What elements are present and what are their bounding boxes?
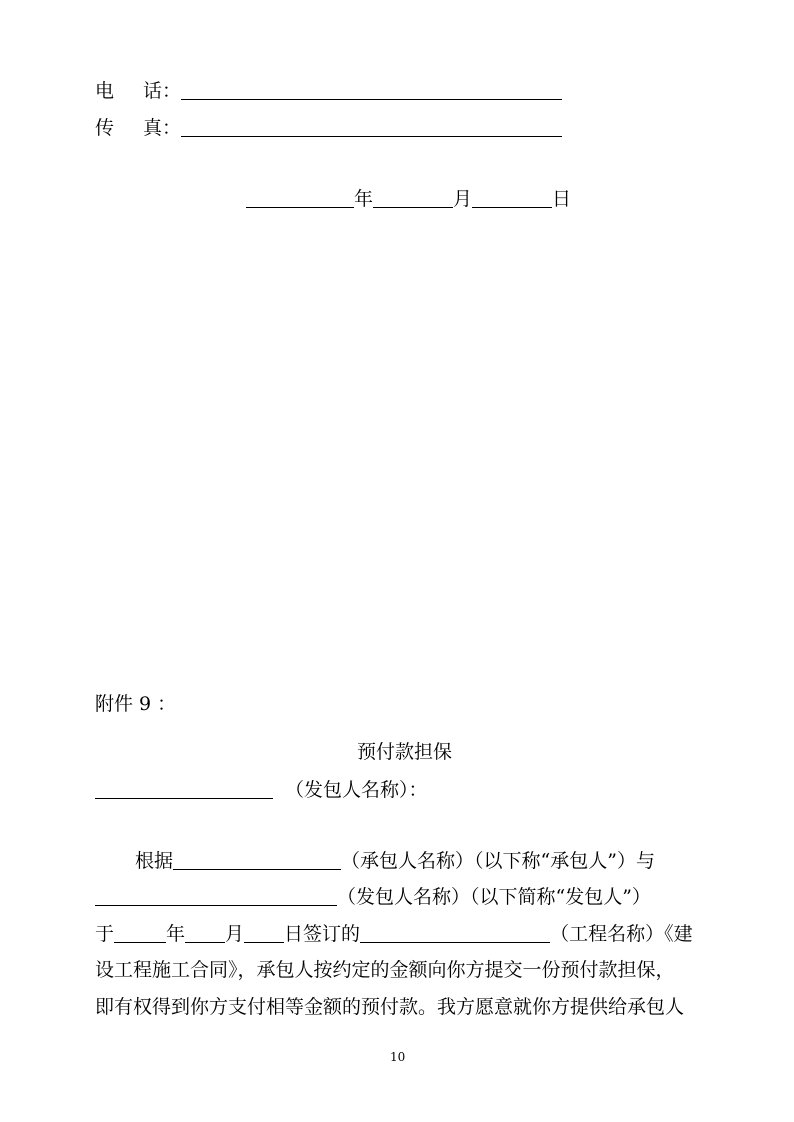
body-day-signed: 日签订的 xyxy=(284,923,361,945)
body-line-3 xyxy=(95,922,693,946)
phone-blank[interactable] xyxy=(181,79,562,100)
project-name-blank[interactable] xyxy=(360,922,550,943)
phone-label-first: 电 xyxy=(95,80,115,102)
addressee-suffix: （发包人名称）： xyxy=(285,779,428,801)
sign-day-blank[interactable] xyxy=(244,922,284,943)
body-line-1 xyxy=(135,849,655,873)
sign-year-blank[interactable] xyxy=(114,922,166,943)
fax-line xyxy=(95,116,562,140)
body-month: 月 xyxy=(225,923,245,945)
body-line-5: 即有权得到你方支付相等金额的预付款。我方愿意就你方提供给承包人 xyxy=(95,996,685,1018)
phone-line xyxy=(95,79,562,103)
year-label: 年 xyxy=(354,188,374,210)
addressee-line xyxy=(95,778,428,802)
body-line-4: 设工程施工合同》，承包人按约定的金额向你方提交一份预付款担保， xyxy=(95,959,675,981)
body-lead: 根据 xyxy=(135,850,174,872)
employer-name-blank[interactable] xyxy=(95,778,273,799)
body-line-2-text: （发包人名称）（以下简称“发包人”） xyxy=(337,886,651,908)
document-title: 预付款担保 xyxy=(357,741,453,763)
page-number: 10 xyxy=(390,1050,406,1064)
body-line-1-text: （承包人名称）（以下称“承包人”）与 xyxy=(341,850,655,872)
phone-label-second: 话： xyxy=(143,80,182,102)
fax-blank[interactable] xyxy=(181,116,562,137)
attachment-label: 附件 9 ： xyxy=(95,693,177,715)
employer-name-blank-2[interactable] xyxy=(95,885,337,906)
contractor-name-blank[interactable] xyxy=(173,849,341,870)
fax-label-second: 真： xyxy=(143,117,182,139)
sign-month-blank[interactable] xyxy=(185,922,225,943)
date-line xyxy=(246,187,571,211)
fax-label-first: 传 xyxy=(95,117,115,139)
day-blank[interactable] xyxy=(472,187,552,208)
year-blank[interactable] xyxy=(246,187,354,208)
body-year: 年 xyxy=(166,923,186,945)
body-line-2 xyxy=(95,885,651,909)
month-label: 月 xyxy=(453,188,473,210)
body-line-3-end: （工程名称）《建 xyxy=(550,923,693,945)
day-label: 日 xyxy=(552,188,572,210)
body-yu: 于 xyxy=(95,923,115,945)
month-blank[interactable] xyxy=(373,187,453,208)
